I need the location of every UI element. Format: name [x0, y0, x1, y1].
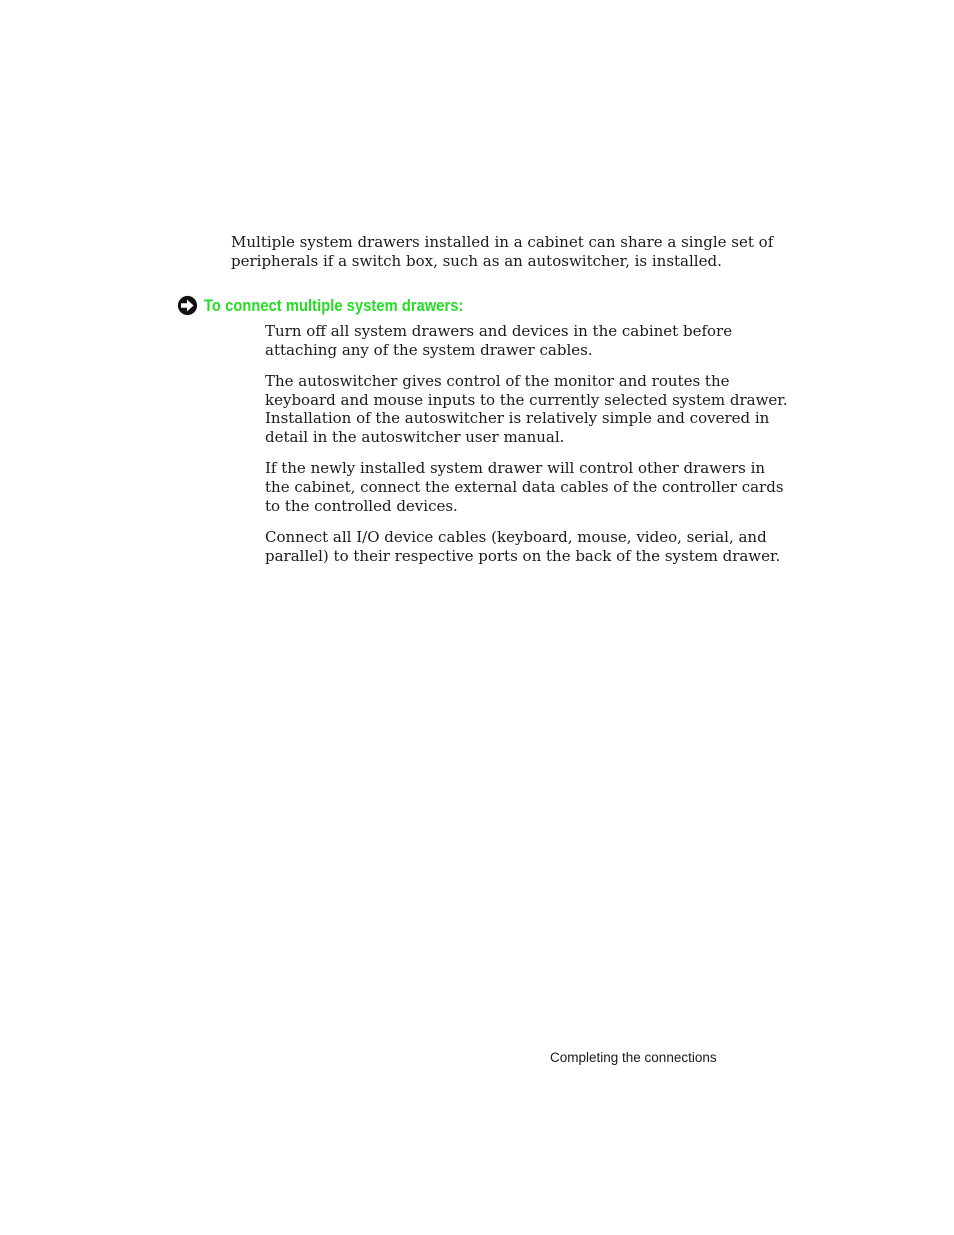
procedure-title: To connect multiple system drawers:: [204, 295, 464, 315]
page-footer: Completing the connections: [550, 1050, 717, 1065]
arrow-right-circle-icon: [177, 295, 198, 316]
intro-paragraph: Multiple system drawers installed in a cabinet can share a single set of peripherals if a switch box, such as an autoswitcher, is installed.: [231, 233, 774, 270]
procedure-step: Connect all I/O device cables (keyboard, mouse, video, serial, and parallel) to their respective ports on the back of the system drawer.: [265, 527, 781, 565]
procedure-steps: [265, 322, 791, 578]
procedure-step: Turn off all system drawers and devices in the cabinet before attaching any of the system drawer cables.: [265, 322, 733, 359]
procedure-step: If the newly installed system drawer will control other drawers in the cabinet, connect the external data cables of the controller cards to the controlled devices.: [265, 459, 784, 515]
procedure-heading: [177, 295, 506, 316]
procedure-step: The autoswitcher gives control of the monitor and routes the keyboard and mouse inputs to the currently selected system drawer. Installation of the autoswitcher is relatively simple and covered in detail in the autoswitcher user manual.: [265, 371, 788, 447]
